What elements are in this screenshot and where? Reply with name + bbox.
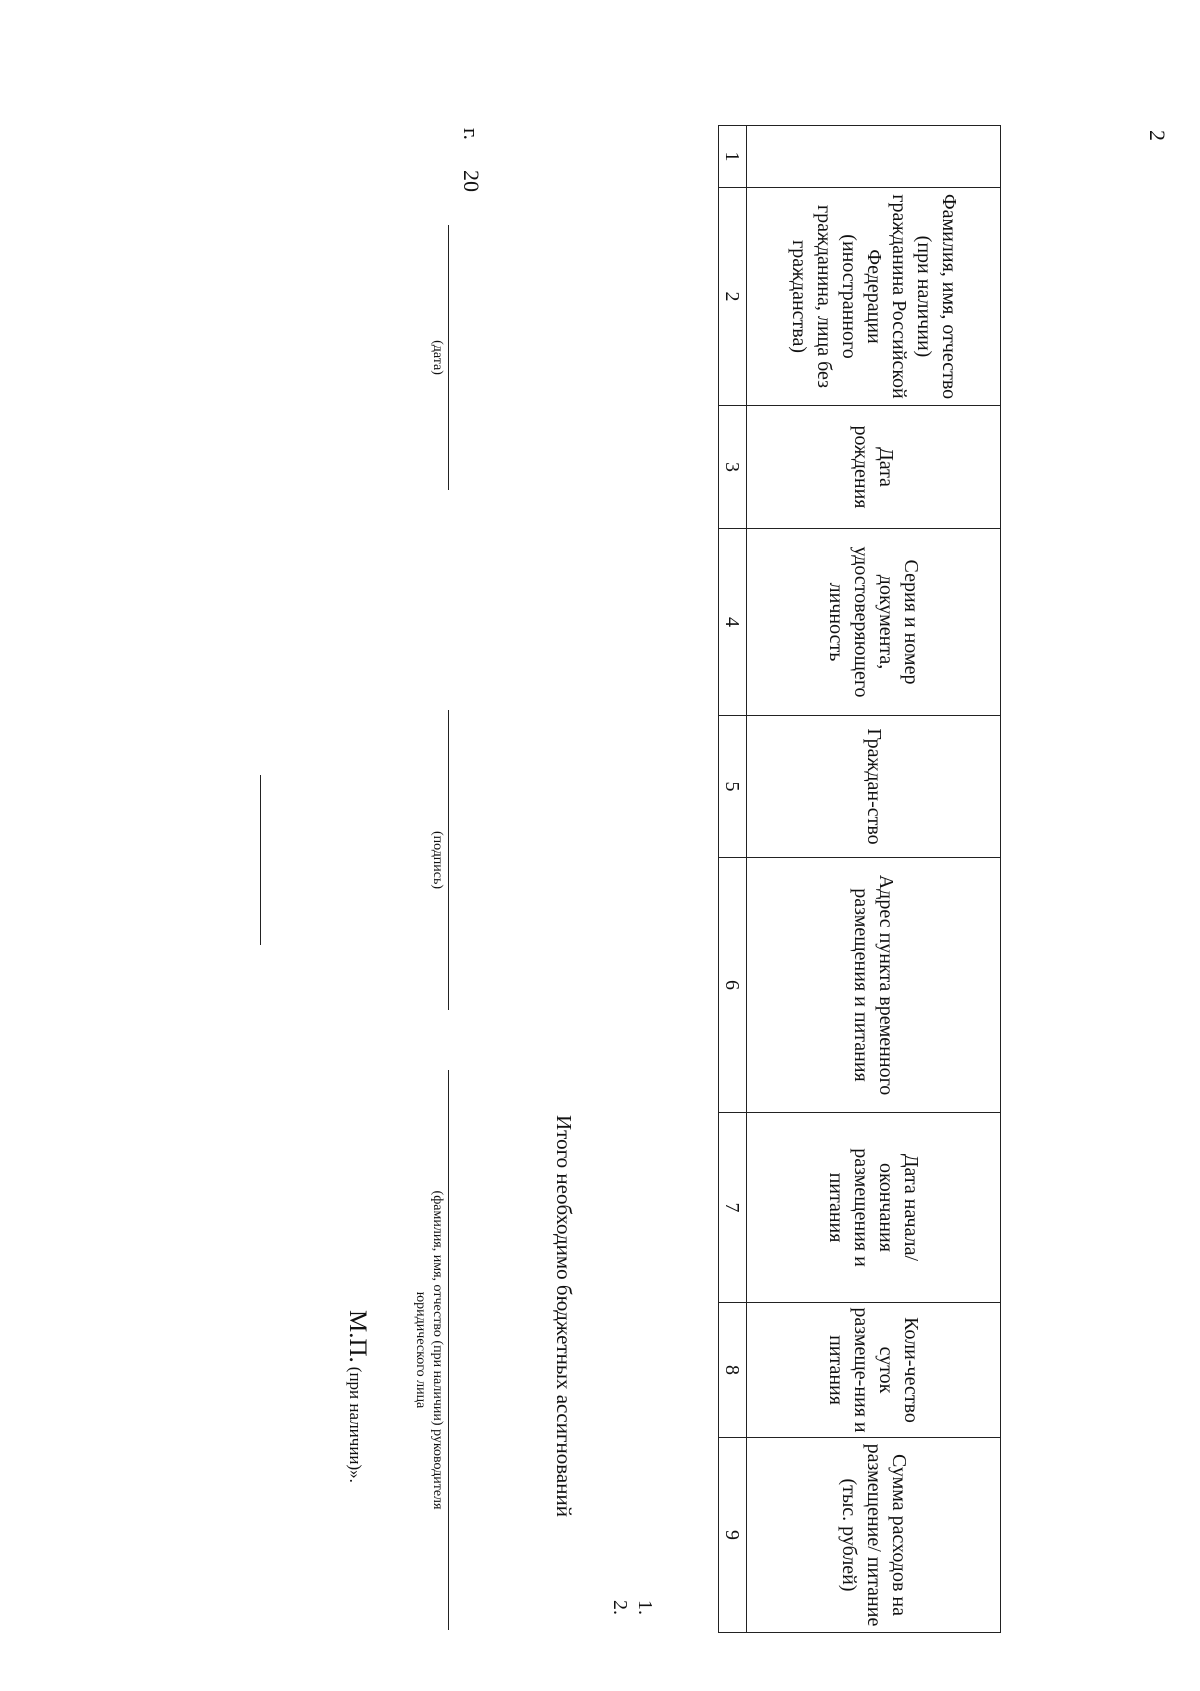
column-number: 5 [719, 716, 747, 858]
stamp-mp: М.П. [344, 1310, 371, 1363]
column-number: 4 [719, 529, 747, 716]
column-number: 8 [719, 1303, 747, 1438]
signature-caption: (подпись) [430, 830, 445, 890]
name-caption-line1: (фамилия, имя, отчество (при наличии) руководителя [430, 1190, 445, 1510]
header-cell-8: Коли-чество суток размеще-ния и питания [747, 1303, 1001, 1438]
signature-line [448, 710, 449, 1010]
name-caption-line2: юридического лица [413, 1291, 428, 1409]
column-number: 2 [719, 188, 747, 406]
stamp-note: (при наличии)». [346, 1366, 365, 1483]
header-cell-9: Сумма расходов на размещение/ питание (тыс. рублей) [747, 1438, 1001, 1633]
header-cell-4: Серия и номер документа, удостоверяющего личность [747, 529, 1001, 716]
header-cell-3: Дата рождения [747, 406, 1001, 529]
column-number: 6 [719, 858, 747, 1113]
row-enum-2: 2. [609, 1600, 631, 1615]
table-header-row [747, 126, 1001, 1633]
header-cell-5: Граждан-ство [747, 716, 1001, 858]
signature-line-2 [260, 775, 261, 945]
header-cell-1 [747, 126, 1001, 188]
header-cell-7: Дата начала/ окончания размещения и питания [747, 1113, 1001, 1303]
page-number: 2 [1145, 130, 1170, 141]
header-cell-2: Фамилия, имя, отчество (при наличии) гражданина Российской Федерации (иностранного гражданина, лица без гражданства) [747, 188, 1001, 406]
year-suffix: г. [459, 128, 484, 141]
total-text: Итого необходимо бюджетных ассигнований [552, 1115, 576, 1517]
column-number: 1 [719, 126, 747, 188]
name-caption [412, 1070, 446, 1630]
placement-table [718, 125, 1001, 1633]
year-prefix: 20 [459, 170, 484, 192]
stamp-label [343, 1310, 371, 1483]
column-number-row [719, 126, 747, 1633]
header-cell-6: Адрес пункта временного размещения и питания [747, 858, 1001, 1113]
column-number: 9 [719, 1438, 747, 1633]
column-number: 3 [719, 406, 747, 529]
row-enum-1: 1. [634, 1600, 656, 1615]
date-caption: (дата) [430, 340, 445, 375]
name-line [448, 1070, 449, 1630]
date-line [448, 225, 449, 490]
column-number: 7 [719, 1113, 747, 1303]
